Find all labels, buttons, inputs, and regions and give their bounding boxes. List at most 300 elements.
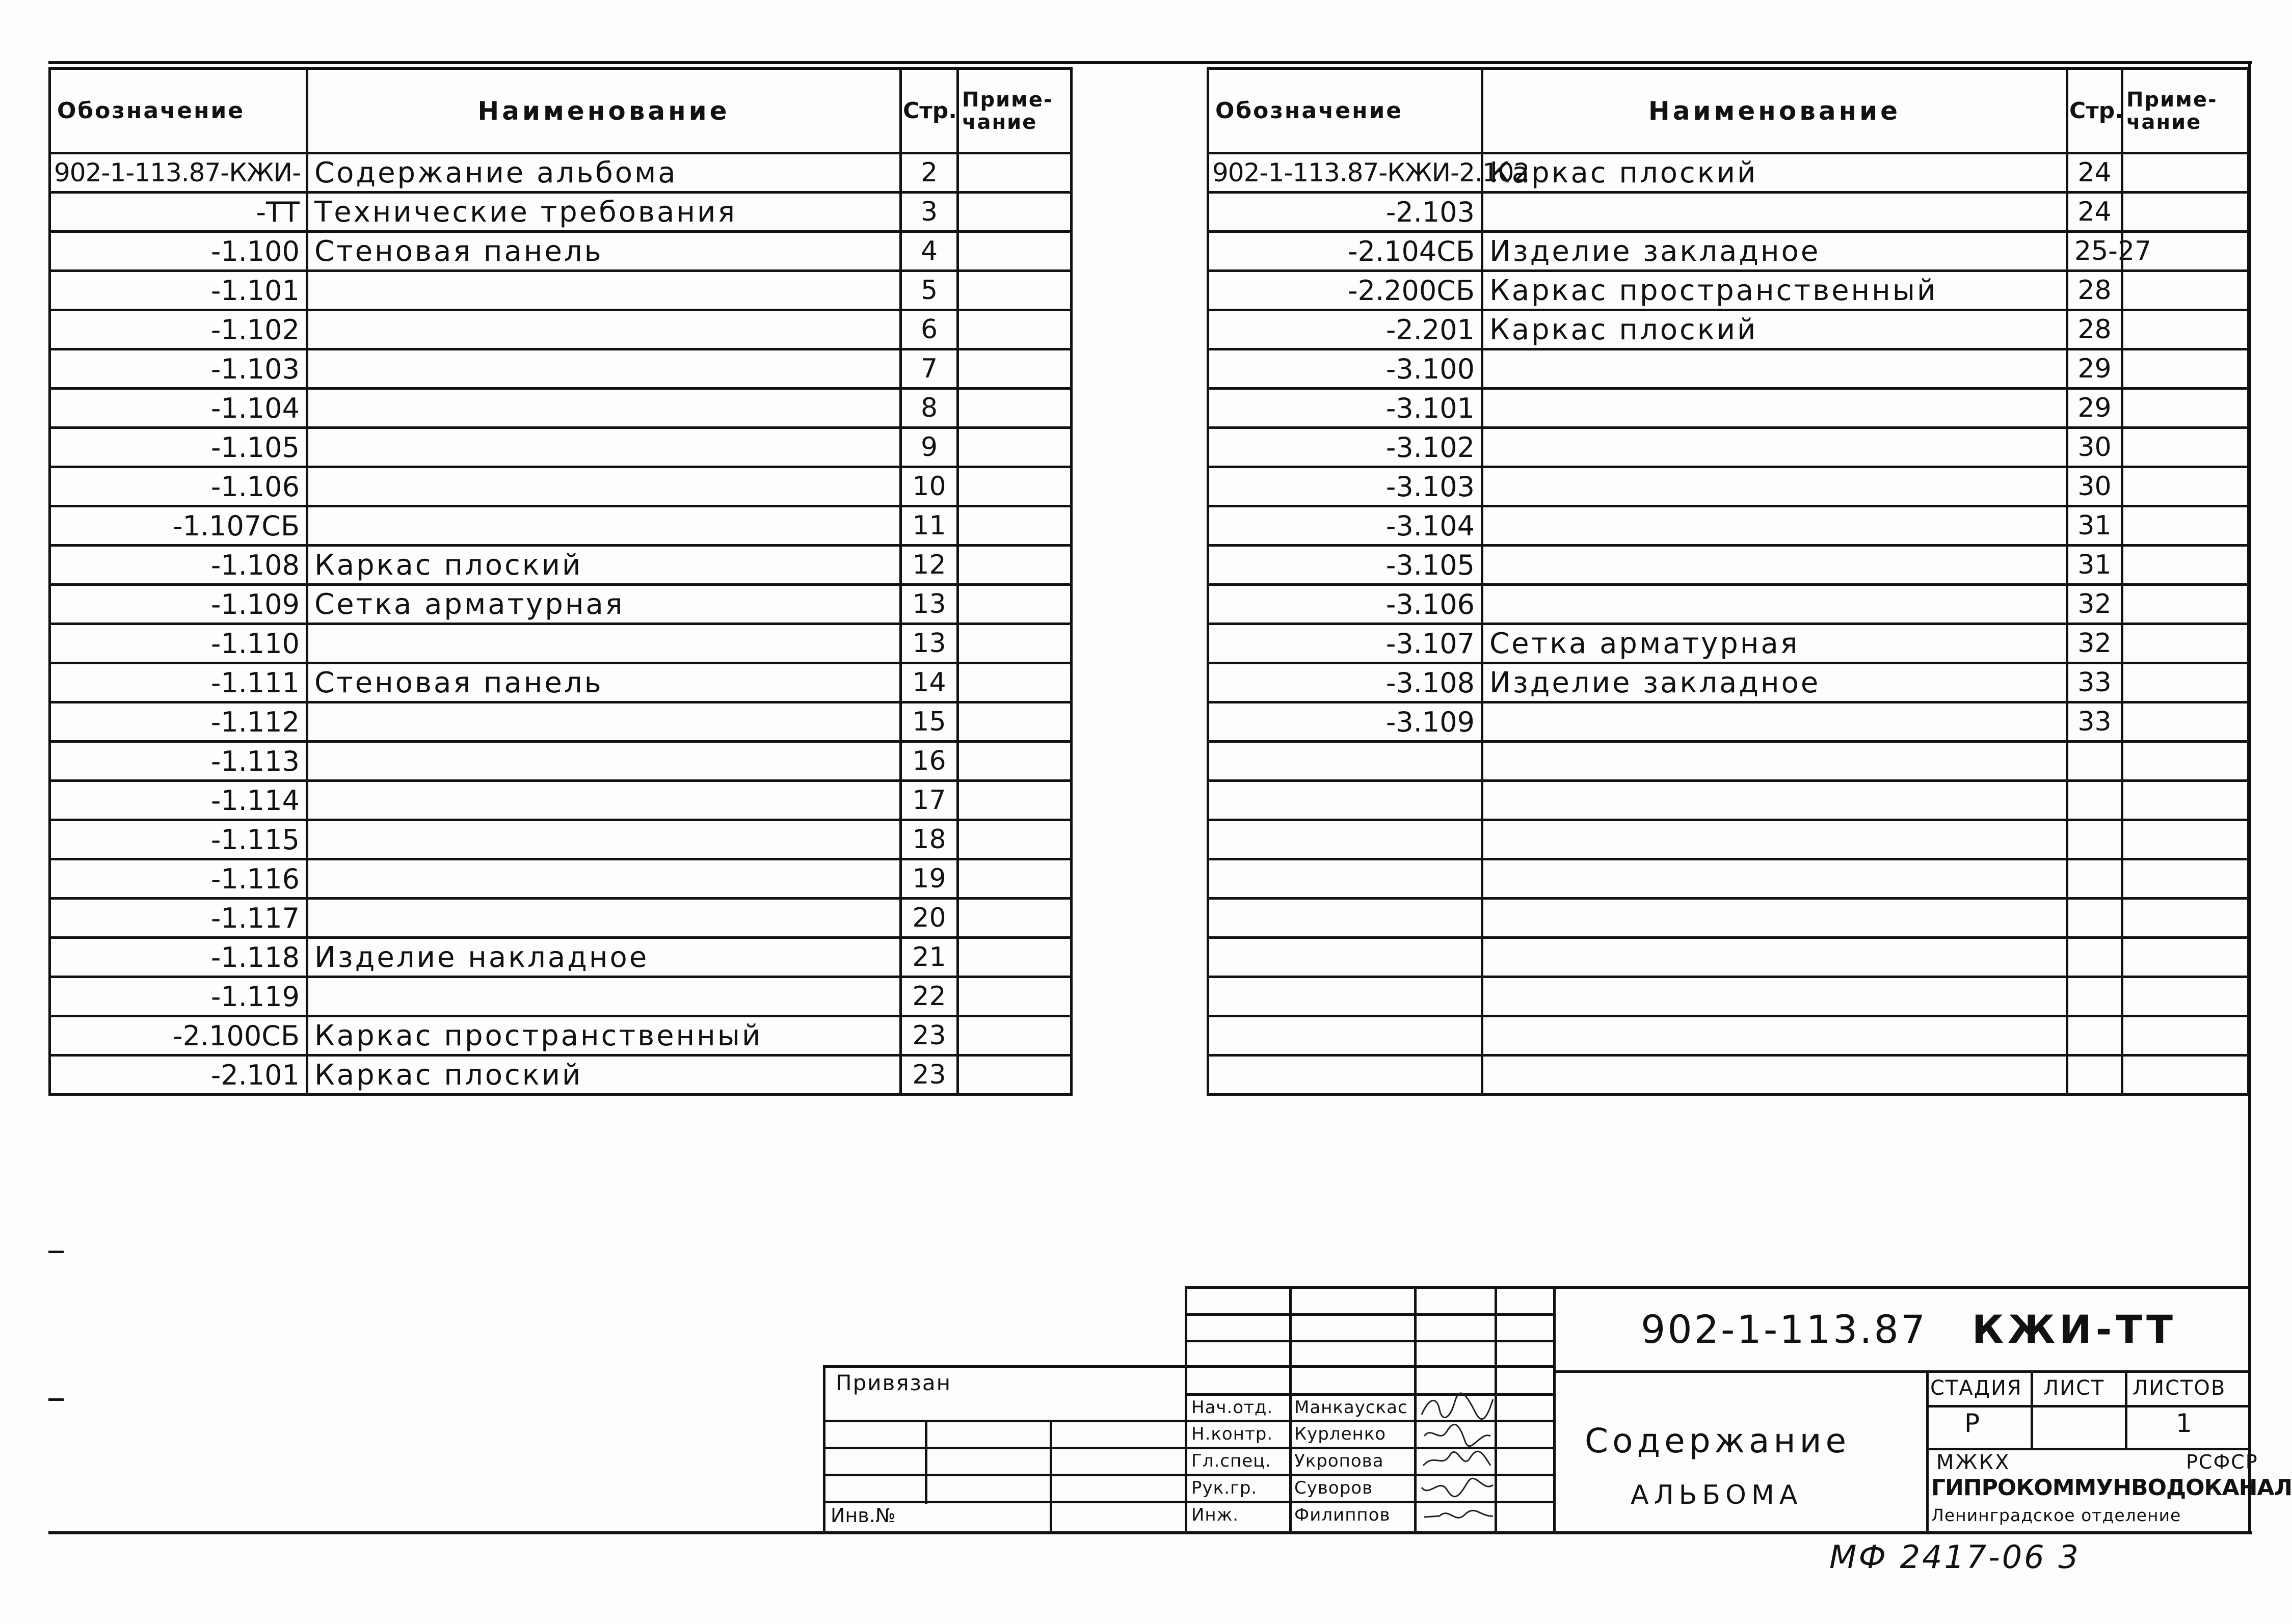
- row-page: 10: [901, 467, 958, 506]
- tb-line: [2031, 1370, 2033, 1448]
- row-name: [1482, 467, 2067, 506]
- table-row: [50, 977, 1072, 1016]
- row-code: 902-1-113.87-КЖИ-: [50, 153, 307, 193]
- row-note: [958, 585, 1072, 624]
- row-page: 16: [901, 742, 958, 781]
- row-name: Каркас плоский: [307, 1055, 901, 1095]
- row-page: 29: [2067, 389, 2122, 428]
- org-republic: РСФСР: [2186, 1451, 2258, 1473]
- row-note: [2122, 389, 2249, 428]
- table-row: [1208, 624, 2249, 663]
- tb-line: [1185, 1286, 1187, 1531]
- row-code: -1.112: [50, 702, 307, 742]
- row-note: [958, 977, 1072, 1016]
- row-page: 33: [2067, 663, 2122, 702]
- tb-line: [823, 1365, 825, 1531]
- row-name: [307, 781, 901, 820]
- row-name: Сетка арматурная: [307, 585, 901, 624]
- row-code: -2.104СБ: [1208, 232, 1482, 271]
- table-row: [1208, 742, 2249, 781]
- row-note: [2122, 153, 2249, 193]
- row-code: -1.117: [50, 899, 307, 938]
- row-name: [307, 702, 901, 742]
- table-row: [50, 506, 1072, 546]
- footer-stamp: МФ 2417-06 3: [1829, 1538, 2081, 1576]
- table-row: [1208, 1055, 2249, 1095]
- row-name: [1482, 702, 2067, 742]
- row-page: 25-27: [2067, 232, 2122, 271]
- row-page: 11: [901, 506, 958, 546]
- row-note: [2122, 977, 2249, 1016]
- table-row: [50, 546, 1072, 585]
- row-note: [958, 271, 1072, 310]
- row-name: Каркас плоский: [307, 546, 901, 585]
- row-page: [2067, 1016, 2122, 1055]
- row-page: 14: [901, 663, 958, 702]
- row-name: [307, 349, 901, 389]
- signer-role: Гл.спец.: [1191, 1451, 1272, 1471]
- signer-name: Манкаускас: [1294, 1397, 1408, 1418]
- row-note: [2122, 506, 2249, 546]
- left-contents-table: [48, 67, 1073, 1096]
- row-name: [1482, 506, 2067, 546]
- row-page: 32: [2067, 624, 2122, 663]
- row-code: -2.201: [1208, 310, 1482, 349]
- tb-line: [1050, 1420, 1052, 1531]
- row-code: -1.118: [50, 938, 307, 977]
- row-note: [958, 546, 1072, 585]
- row-note: [2122, 938, 2249, 977]
- table-row: [50, 702, 1072, 742]
- table-row: [50, 938, 1072, 977]
- table-row: [1208, 310, 2249, 349]
- table-row: [50, 663, 1072, 702]
- signer-role: Н.контр.: [1191, 1424, 1273, 1444]
- row-code: -3.108: [1208, 663, 1482, 702]
- column-header-page: Стр.: [2067, 69, 2122, 153]
- row-note: [958, 232, 1072, 271]
- table-row: [50, 349, 1072, 389]
- row-page: 28: [2067, 271, 2122, 310]
- row-name: Изделие накладное: [307, 938, 901, 977]
- row-page: 12: [901, 546, 958, 585]
- row-page: 13: [901, 585, 958, 624]
- row-page: 31: [2067, 506, 2122, 546]
- row-name: [1482, 977, 2067, 1016]
- signer-name: Суворов: [1294, 1478, 1373, 1498]
- row-code: -3.109: [1208, 702, 1482, 742]
- table-row: [1208, 938, 2249, 977]
- table-row: [1208, 899, 2249, 938]
- edge-tick: [48, 1398, 64, 1401]
- signer-role: Рук.гр.: [1191, 1478, 1258, 1498]
- row-code: -1.109: [50, 585, 307, 624]
- row-name: Каркас пространственный: [307, 1016, 901, 1055]
- row-note: [2122, 467, 2249, 506]
- row-name: [1482, 742, 2067, 781]
- row-page: 33: [2067, 702, 2122, 742]
- row-page: 13: [901, 624, 958, 663]
- org-branch: Ленинградское отделение: [1931, 1505, 2181, 1525]
- row-code: -3.106: [1208, 585, 1482, 624]
- row-code: -2.103: [1208, 193, 1482, 232]
- row-name: [307, 859, 901, 899]
- row-code: -2.200СБ: [1208, 271, 1482, 310]
- table-header-row: [1208, 69, 2249, 153]
- row-name: [1482, 428, 2067, 467]
- table-row: [50, 742, 1072, 781]
- title-line-1: Содержание: [1585, 1421, 1851, 1460]
- row-code: -2.101: [50, 1055, 307, 1095]
- row-code: -1.111: [50, 663, 307, 702]
- row-code: [1208, 742, 1482, 781]
- row-note: [2122, 193, 2249, 232]
- row-name: [307, 899, 901, 938]
- table-row: [1208, 663, 2249, 702]
- row-page: 23: [901, 1016, 958, 1055]
- row-page: 29: [2067, 349, 2122, 389]
- row-code: -3.102: [1208, 428, 1482, 467]
- table-row: [1208, 153, 2249, 193]
- row-page: 7: [901, 349, 958, 389]
- table-row: [50, 859, 1072, 899]
- row-code: -1.106: [50, 467, 307, 506]
- row-code: [1208, 859, 1482, 899]
- row-page: 6: [901, 310, 958, 349]
- row-name: [307, 820, 901, 859]
- row-note: [958, 389, 1072, 428]
- row-note: [958, 820, 1072, 859]
- edge-tick: [48, 1251, 64, 1253]
- row-code: -2.100СБ: [50, 1016, 307, 1055]
- signer-name: Укропова: [1294, 1451, 1384, 1471]
- row-page: 4: [901, 232, 958, 271]
- table-row: [1208, 781, 2249, 820]
- row-name: [1482, 349, 2067, 389]
- table-row: [1208, 389, 2249, 428]
- row-name: [307, 624, 901, 663]
- row-page: 8: [901, 389, 958, 428]
- row-note: [2122, 271, 2249, 310]
- row-code: -3.100: [1208, 349, 1482, 389]
- row-note: [958, 781, 1072, 820]
- row-name: [1482, 781, 2067, 820]
- row-code: -3.107: [1208, 624, 1482, 663]
- row-code: [1208, 977, 1482, 1016]
- table-row: [50, 193, 1072, 232]
- row-code: -1.103: [50, 349, 307, 389]
- row-code: -3.105: [1208, 546, 1482, 585]
- row-note: [2122, 663, 2249, 702]
- row-code: -1.105: [50, 428, 307, 467]
- title-line-2: АЛЬБОМА: [1631, 1480, 1803, 1510]
- row-page: 24: [2067, 193, 2122, 232]
- row-code: -1.113: [50, 742, 307, 781]
- row-page: 5: [901, 271, 958, 310]
- table-row: [50, 153, 1072, 193]
- row-note: [958, 1055, 1072, 1095]
- row-note: [958, 859, 1072, 899]
- row-page: 17: [901, 781, 958, 820]
- row-note: [2122, 310, 2249, 349]
- table-row: [1208, 467, 2249, 506]
- table-row: [50, 232, 1072, 271]
- signer-name: Филиппов: [1294, 1505, 1391, 1525]
- stage-value: Р: [1964, 1409, 1980, 1438]
- row-code: -3.104: [1208, 506, 1482, 546]
- row-name: [307, 467, 901, 506]
- row-note: [2122, 1016, 2249, 1055]
- row-name: Каркас плоский: [1482, 310, 2067, 349]
- table-row: [50, 781, 1072, 820]
- row-note: [958, 663, 1072, 702]
- sheets-value: 1: [2176, 1409, 2192, 1438]
- row-note: [958, 310, 1072, 349]
- tb-line: [1185, 1286, 2250, 1289]
- right-contents-table: [1207, 67, 2250, 1096]
- table-row: [1208, 232, 2249, 271]
- row-code: -3.101: [1208, 389, 1482, 428]
- row-page: 23: [901, 1055, 958, 1095]
- tb-line: [823, 1365, 1553, 1368]
- column-header-code: Обозначение: [50, 69, 307, 153]
- table-row: [50, 271, 1072, 310]
- tb-line: [1185, 1393, 1553, 1396]
- row-name: [1482, 193, 2067, 232]
- signature-mark: [1419, 1502, 1496, 1528]
- row-name: [307, 977, 901, 1016]
- row-page: 2: [901, 153, 958, 193]
- signature-mark: [1419, 1394, 1496, 1421]
- row-name: [1482, 820, 2067, 859]
- row-name: Сетка арматурная: [1482, 624, 2067, 663]
- row-code: -1.102: [50, 310, 307, 349]
- table-row: [1208, 349, 2249, 389]
- tb-line: [1185, 1313, 1553, 1316]
- row-note: [958, 349, 1072, 389]
- row-name: Стеновая панель: [307, 663, 901, 702]
- row-page: [2067, 1055, 2122, 1095]
- table-row: [50, 310, 1072, 349]
- tb-line: [925, 1420, 927, 1504]
- row-name: [307, 389, 901, 428]
- row-code: -3.103: [1208, 467, 1482, 506]
- row-code: -1.119: [50, 977, 307, 1016]
- tb-line: [1926, 1405, 2250, 1408]
- row-code: -1.115: [50, 820, 307, 859]
- row-note: [958, 742, 1072, 781]
- signer-role: Нач.отд.: [1191, 1397, 1273, 1418]
- row-note: [958, 624, 1072, 663]
- column-header-name: Наименование: [1482, 69, 2067, 153]
- table-row: [1208, 506, 2249, 546]
- row-page: [2067, 899, 2122, 938]
- row-code: [1208, 820, 1482, 859]
- row-note: [958, 938, 1072, 977]
- row-name: [1482, 859, 2067, 899]
- row-page: [2067, 781, 2122, 820]
- row-code: -1.114: [50, 781, 307, 820]
- tb-line: [1185, 1340, 1553, 1342]
- row-page: 3: [901, 193, 958, 232]
- row-note: [958, 467, 1072, 506]
- row-name: [1482, 899, 2067, 938]
- row-page: 30: [2067, 467, 2122, 506]
- row-code: -1.107СБ: [50, 506, 307, 546]
- row-note: [958, 702, 1072, 742]
- tb-line: [1553, 1286, 1556, 1531]
- tb-line: [1926, 1370, 1929, 1531]
- table-row: [1208, 820, 2249, 859]
- row-page: [2067, 977, 2122, 1016]
- row-note: [2122, 428, 2249, 467]
- row-code: [1208, 899, 1482, 938]
- row-note: [958, 153, 1072, 193]
- signer-role: Инж.: [1191, 1505, 1239, 1525]
- column-header-name: Наименование: [307, 69, 901, 153]
- row-name: [307, 271, 901, 310]
- column-header-note: Приме- чание: [2122, 69, 2249, 153]
- row-page: 21: [901, 938, 958, 977]
- row-name: Каркас пространственный: [1482, 271, 2067, 310]
- row-note: [2122, 781, 2249, 820]
- table-row: [50, 467, 1072, 506]
- signature-mark: [1419, 1448, 1496, 1474]
- row-note: [2122, 624, 2249, 663]
- row-code: -1.116: [50, 859, 307, 899]
- row-page: 28: [2067, 310, 2122, 349]
- row-page: [2067, 820, 2122, 859]
- row-page: 22: [901, 977, 958, 1016]
- row-code: [1208, 1055, 1482, 1095]
- signature-mark: [1419, 1421, 1496, 1447]
- row-page: [2067, 859, 2122, 899]
- row-name: [307, 310, 901, 349]
- table-row: [1208, 193, 2249, 232]
- table-row: [1208, 271, 2249, 310]
- table-row: [50, 624, 1072, 663]
- table-row: [1208, 585, 2249, 624]
- row-note: [2122, 859, 2249, 899]
- row-note: [2122, 349, 2249, 389]
- table-header-row: [50, 69, 1072, 153]
- table-row: [1208, 428, 2249, 467]
- sheet-label: ЛИСТ: [2043, 1376, 2105, 1400]
- tb-line: [1289, 1286, 1292, 1531]
- row-name: Изделие закладное: [1482, 663, 2067, 702]
- row-page: 20: [901, 899, 958, 938]
- row-page: [2067, 742, 2122, 781]
- row-code: [1208, 1016, 1482, 1055]
- row-name: [1482, 389, 2067, 428]
- row-code: -1.100: [50, 232, 307, 271]
- table-row: [50, 899, 1072, 938]
- row-code: [1208, 781, 1482, 820]
- row-page: 9: [901, 428, 958, 467]
- tb-line: [1414, 1286, 1417, 1531]
- tb-line: [1926, 1448, 2250, 1450]
- table-row: [1208, 977, 2249, 1016]
- sheets-label: ЛИСТОВ: [2133, 1376, 2226, 1400]
- column-header-page: Стр.: [901, 69, 958, 153]
- row-note: [958, 1016, 1072, 1055]
- row-name: [307, 506, 901, 546]
- table-row: [1208, 546, 2249, 585]
- row-code: -ТТ: [50, 193, 307, 232]
- signature-mark: [1419, 1475, 1496, 1501]
- row-name: [1482, 585, 2067, 624]
- row-name: [307, 428, 901, 467]
- column-header-note: Приме- чание: [958, 69, 1072, 153]
- row-note: [2122, 899, 2249, 938]
- row-note: [958, 899, 1072, 938]
- privyazan-label: Привязан: [836, 1370, 952, 1395]
- row-name: Стеновая панель: [307, 232, 901, 271]
- row-page: 24: [2067, 153, 2122, 193]
- row-code: -1.101: [50, 271, 307, 310]
- row-page: 31: [2067, 546, 2122, 585]
- document-code: 902-1-113.87: [1641, 1307, 1928, 1352]
- table-row: [50, 1016, 1072, 1055]
- table-row: [1208, 859, 2249, 899]
- row-page: [2067, 938, 2122, 977]
- row-page: 18: [901, 820, 958, 859]
- row-page: 15: [901, 702, 958, 742]
- row-name: Технические требования: [307, 193, 901, 232]
- row-name: [1482, 1016, 2067, 1055]
- row-page: 30: [2067, 428, 2122, 467]
- row-note: [2122, 546, 2249, 585]
- row-note: [2122, 1055, 2249, 1095]
- column-header-code: Обозначение: [1208, 69, 1482, 153]
- row-code: -1.110: [50, 624, 307, 663]
- row-code: 902-1-113.87-КЖИ-2.102: [1208, 153, 1482, 193]
- row-name: Изделие закладное: [1482, 232, 2067, 271]
- tb-line: [2125, 1370, 2127, 1448]
- table-row: [50, 820, 1072, 859]
- row-page: 32: [2067, 585, 2122, 624]
- row-note: [2122, 820, 2249, 859]
- row-note: [958, 193, 1072, 232]
- row-note: [2122, 742, 2249, 781]
- row-name: Каркас плоский: [1482, 153, 2067, 193]
- row-note: [958, 506, 1072, 546]
- table-row: [50, 585, 1072, 624]
- tb-line: [1553, 1370, 2250, 1373]
- row-name: [1482, 1055, 2067, 1095]
- row-code: -1.104: [50, 389, 307, 428]
- row-page: 19: [901, 859, 958, 899]
- row-note: [958, 428, 1072, 467]
- table-row: [1208, 702, 2249, 742]
- document-mark: КЖИ-ТТ: [1972, 1307, 2177, 1352]
- org-name: ГИПРОКОММУНВОДОКАНАЛ: [1931, 1475, 2292, 1501]
- table-row: [1208, 1016, 2249, 1055]
- org-ministry: МЖКХ: [1936, 1451, 2011, 1474]
- table-row: [50, 1055, 1072, 1095]
- row-name: [307, 742, 901, 781]
- row-note: [2122, 585, 2249, 624]
- row-code: [1208, 938, 1482, 977]
- row-name: Содержание альбома: [307, 153, 901, 193]
- row-code: -1.108: [50, 546, 307, 585]
- table-row: [50, 389, 1072, 428]
- inventory-number-label: Инв.№: [831, 1504, 896, 1527]
- signer-name: Курленко: [1294, 1424, 1387, 1444]
- row-note: [2122, 702, 2249, 742]
- row-name: [1482, 938, 2067, 977]
- stage-label: СТАДИЯ: [1930, 1376, 2022, 1400]
